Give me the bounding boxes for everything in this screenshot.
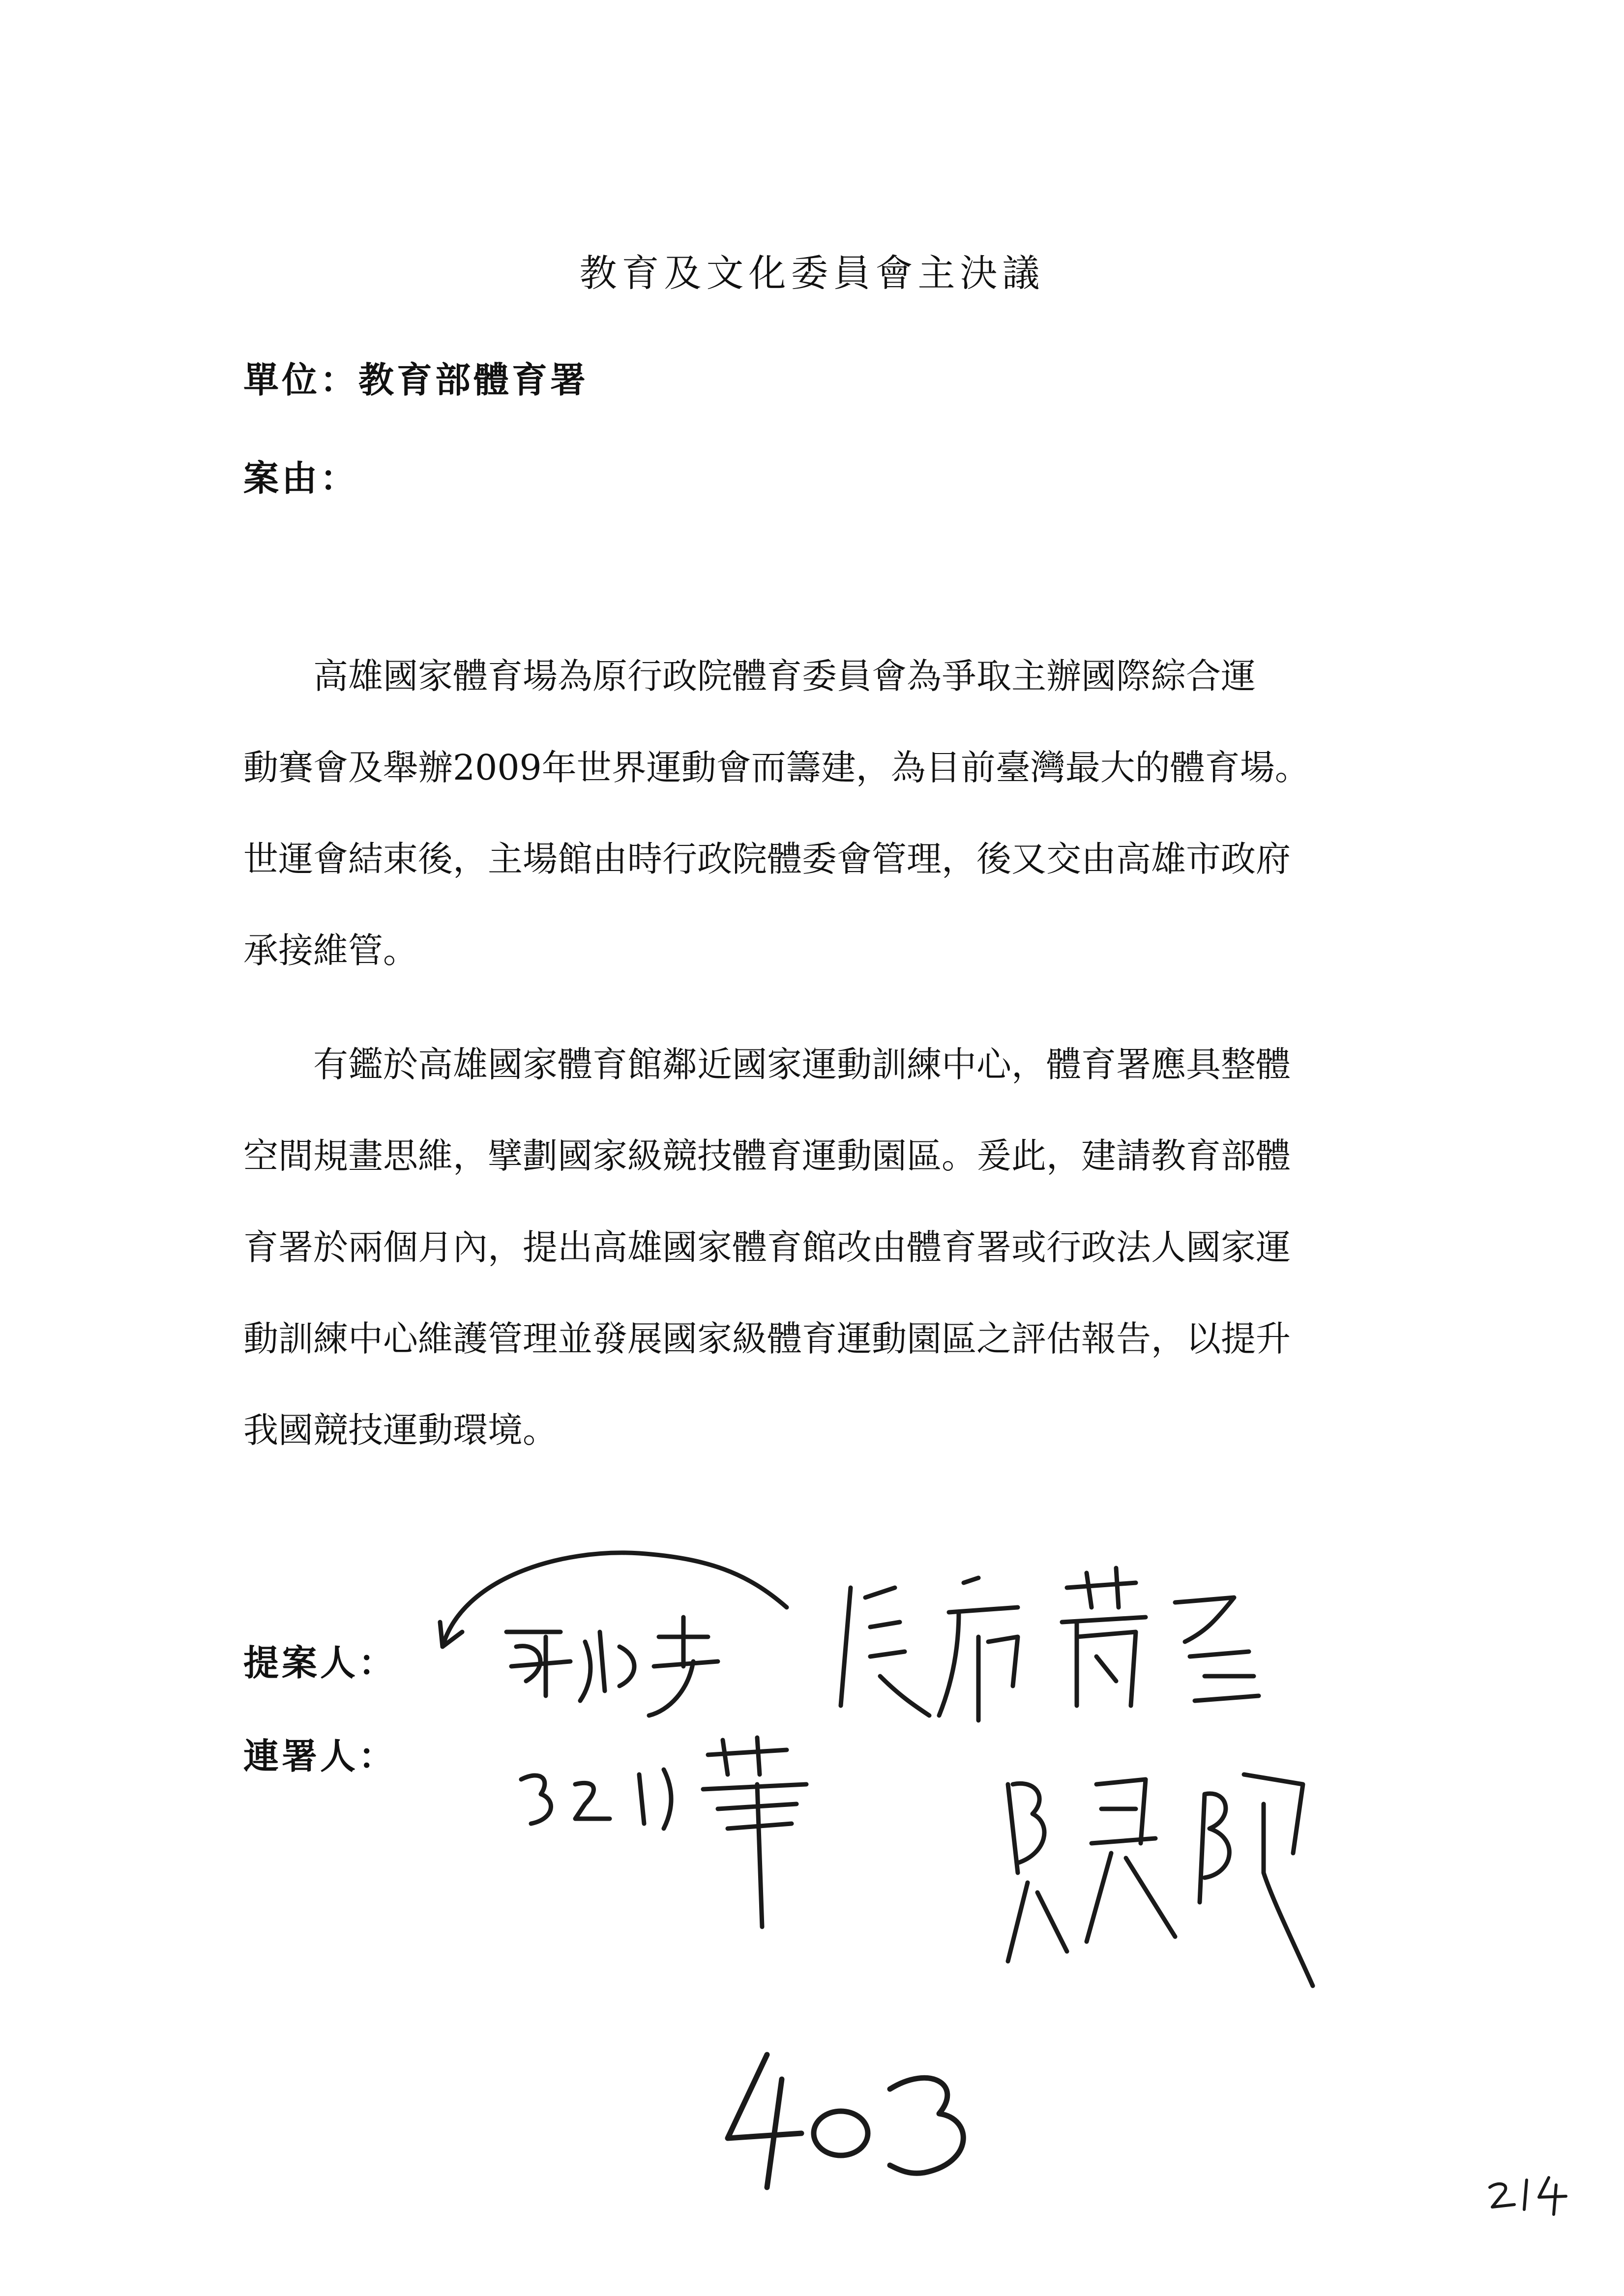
paragraph-2-line: 我國競技運動環境。 xyxy=(243,1410,558,1451)
proposer-label: 提案人： xyxy=(243,1642,397,1684)
document-title: 教育及文化委員會主決議 xyxy=(579,251,1045,295)
proposer-signature-1 xyxy=(433,1519,806,1730)
paragraph-2-line: 育署於兩個月內，提出高雄國家體育館改由體育署或行政法人國家運 xyxy=(243,1227,1291,1268)
handwritten-number xyxy=(708,2035,983,2197)
unit-field xyxy=(243,351,589,403)
unit-label: 單位： xyxy=(243,359,359,401)
cosigner-label: 連署人： xyxy=(243,1736,397,1777)
paragraph-1-line: 動賽會及舉辦2009年世界運動會而籌建，為目前臺灣最大的體育場。 xyxy=(243,747,1310,788)
cosigner-signature-2 xyxy=(998,1755,1352,2010)
paragraph-2-line: 動訓練中心維護管理並發展國家級體育運動園區之評估報告，以提升 xyxy=(243,1318,1291,1359)
page-mark xyxy=(1485,2168,1573,2217)
paragraph-1-line: 世運會結束後，主場館由時行政院體委會管理，後又交由高雄市政府 xyxy=(243,839,1291,879)
paragraph-2 xyxy=(243,1019,1394,1476)
paragraph-2-line: 有鑑於高雄國家體育館鄰近國家運動訓練中心，體育署應具整體 xyxy=(243,1044,1291,1085)
reason-label: 案由： xyxy=(243,458,359,499)
paragraph-1-line: 承接維管。 xyxy=(243,930,418,971)
proposer-signature-2 xyxy=(831,1558,1273,1735)
paragraph-1 xyxy=(243,631,1394,996)
paragraph-1-line: 高雄國家體育場為原行政院體育委員會為爭取主辦國際綜合運 xyxy=(243,656,1256,697)
paragraph-2-line: 空間規畫思維，擘劃國家級競技體育運動園區。爰此，建請教育部體 xyxy=(243,1135,1291,1176)
unit-value: 教育部體育署 xyxy=(358,359,589,401)
cosigner-signature-1 xyxy=(511,1735,846,1942)
